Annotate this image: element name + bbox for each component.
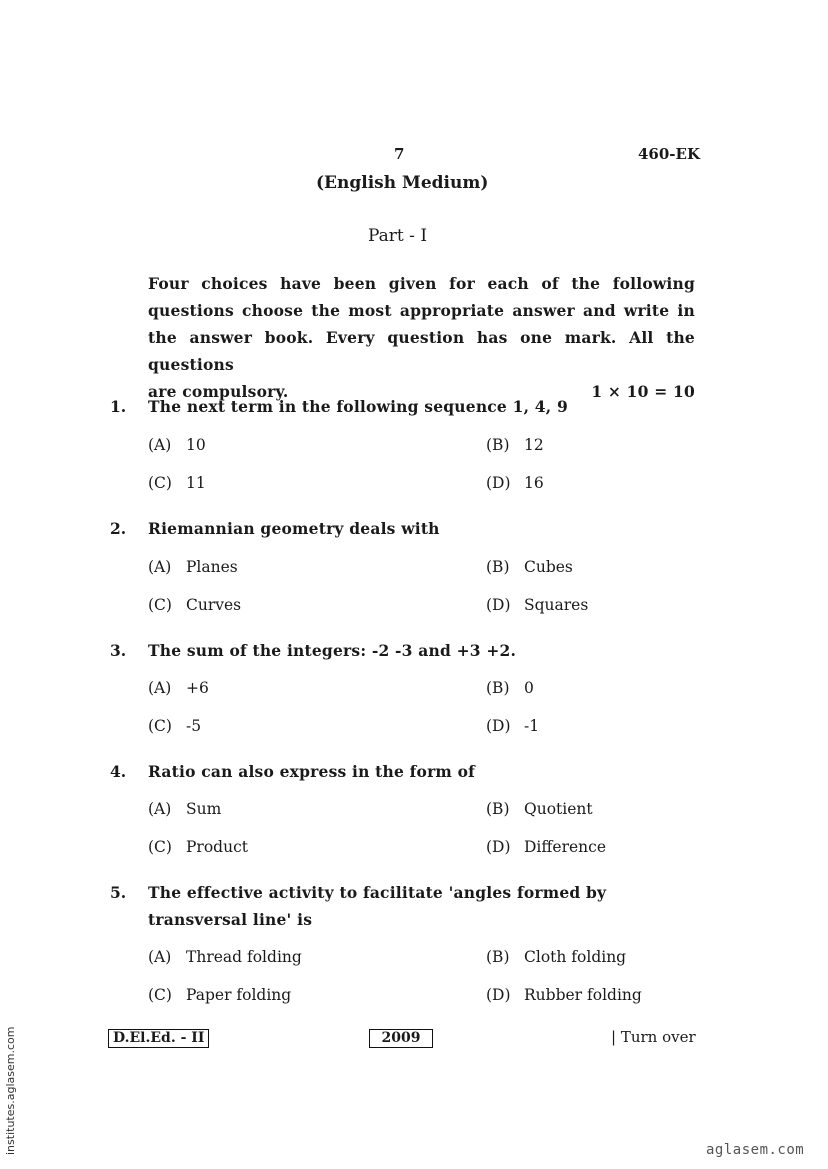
instructions-text: Four choices have been given for each of the following questions choose the most appropriate answer and write in the answer book. Every question has one mark. All the questions [148,274,695,374]
option-label: (C) [148,596,172,614]
option-c [148,986,291,1004]
option-text: Difference [524,838,606,856]
option-label: (D) [486,838,511,856]
option-text: Product [186,838,248,856]
course-code-box: D.El.Ed. - II [108,1029,209,1048]
bottom-watermark: aglasem.com [706,1142,805,1158]
part-heading: Part - I [368,226,428,246]
option-text: Paper folding [186,986,292,1004]
question-number: 3. [110,641,127,660]
option-label: (B) [486,436,510,454]
option-a [148,948,302,966]
option-text: 10 [186,436,206,454]
option-b [486,948,626,966]
option-text: Rubber folding [524,986,642,1004]
option-label: (D) [486,474,511,492]
year-box: 2009 [369,1029,433,1048]
option-text: Thread folding [186,948,302,966]
option-label: (B) [486,800,510,818]
question-number: 1. [110,397,127,416]
option-label: (B) [486,679,510,697]
option-label: (A) [148,679,172,697]
question-text: The effective activity to facilitate 'angles formed by transversal line' is [148,883,607,929]
option-d [486,986,642,1004]
question-number: 2. [110,519,127,538]
option-text: Sum [186,800,222,818]
option-label: (A) [148,436,172,454]
option-d [486,474,544,492]
option-label: (A) [148,558,172,576]
question-text: The next term in the following sequence 1, 4, 9 [148,397,568,416]
option-text: Planes [186,558,238,576]
option-c [148,838,248,856]
option-text: Quotient [524,800,593,818]
option-a [148,679,209,697]
option-c [148,474,206,492]
medium-heading: (English Medium) [316,173,489,193]
option-b [486,436,544,454]
option-text: +6 [186,679,209,697]
option-label: (A) [148,800,172,818]
option-b [486,679,534,697]
option-text: 11 [186,474,206,492]
option-d [486,838,606,856]
question-number: 4. [110,762,127,781]
option-label: (B) [486,558,510,576]
option-text: Cloth folding [524,948,627,966]
option-label: (D) [486,717,511,735]
page-number: 7 [394,145,405,163]
option-text: Curves [186,596,242,614]
option-c [148,596,241,614]
option-b [486,558,573,576]
marks-scheme: 1 × 10 = 10 [591,382,695,401]
paper-code: 460-EK [638,145,701,163]
option-a [148,558,238,576]
option-c [148,717,201,735]
option-text: Squares [524,596,589,614]
option-label: (D) [486,986,511,1004]
question-text: The sum of the integers: -2 -3 and +3 +2. [148,641,517,660]
option-label: (C) [148,986,172,1004]
instructions [148,270,695,405]
turn-over-note: | Turn over [611,1028,696,1046]
option-label: (A) [148,948,172,966]
option-text: -5 [186,717,202,735]
option-b [486,800,593,818]
option-label: (C) [148,717,172,735]
question-text: Riemannian geometry deals with [148,519,440,538]
option-label: (D) [486,596,511,614]
option-a [148,436,206,454]
option-label: (C) [148,838,172,856]
option-text: -1 [524,717,540,735]
option-label: (B) [486,948,510,966]
option-label: (C) [148,474,172,492]
option-a [148,800,221,818]
question-number: 5. [110,883,127,902]
side-watermark: institutes.aglasem.com [4,1026,17,1155]
option-text: Cubes [524,558,573,576]
question-text: Ratio can also express in the form of [148,762,476,781]
option-text: 16 [524,474,544,492]
option-d [486,596,588,614]
option-text: 0 [524,679,534,697]
instructions-last-line: are compulsory. [148,382,289,401]
option-d [486,717,539,735]
option-text: 12 [524,436,544,454]
